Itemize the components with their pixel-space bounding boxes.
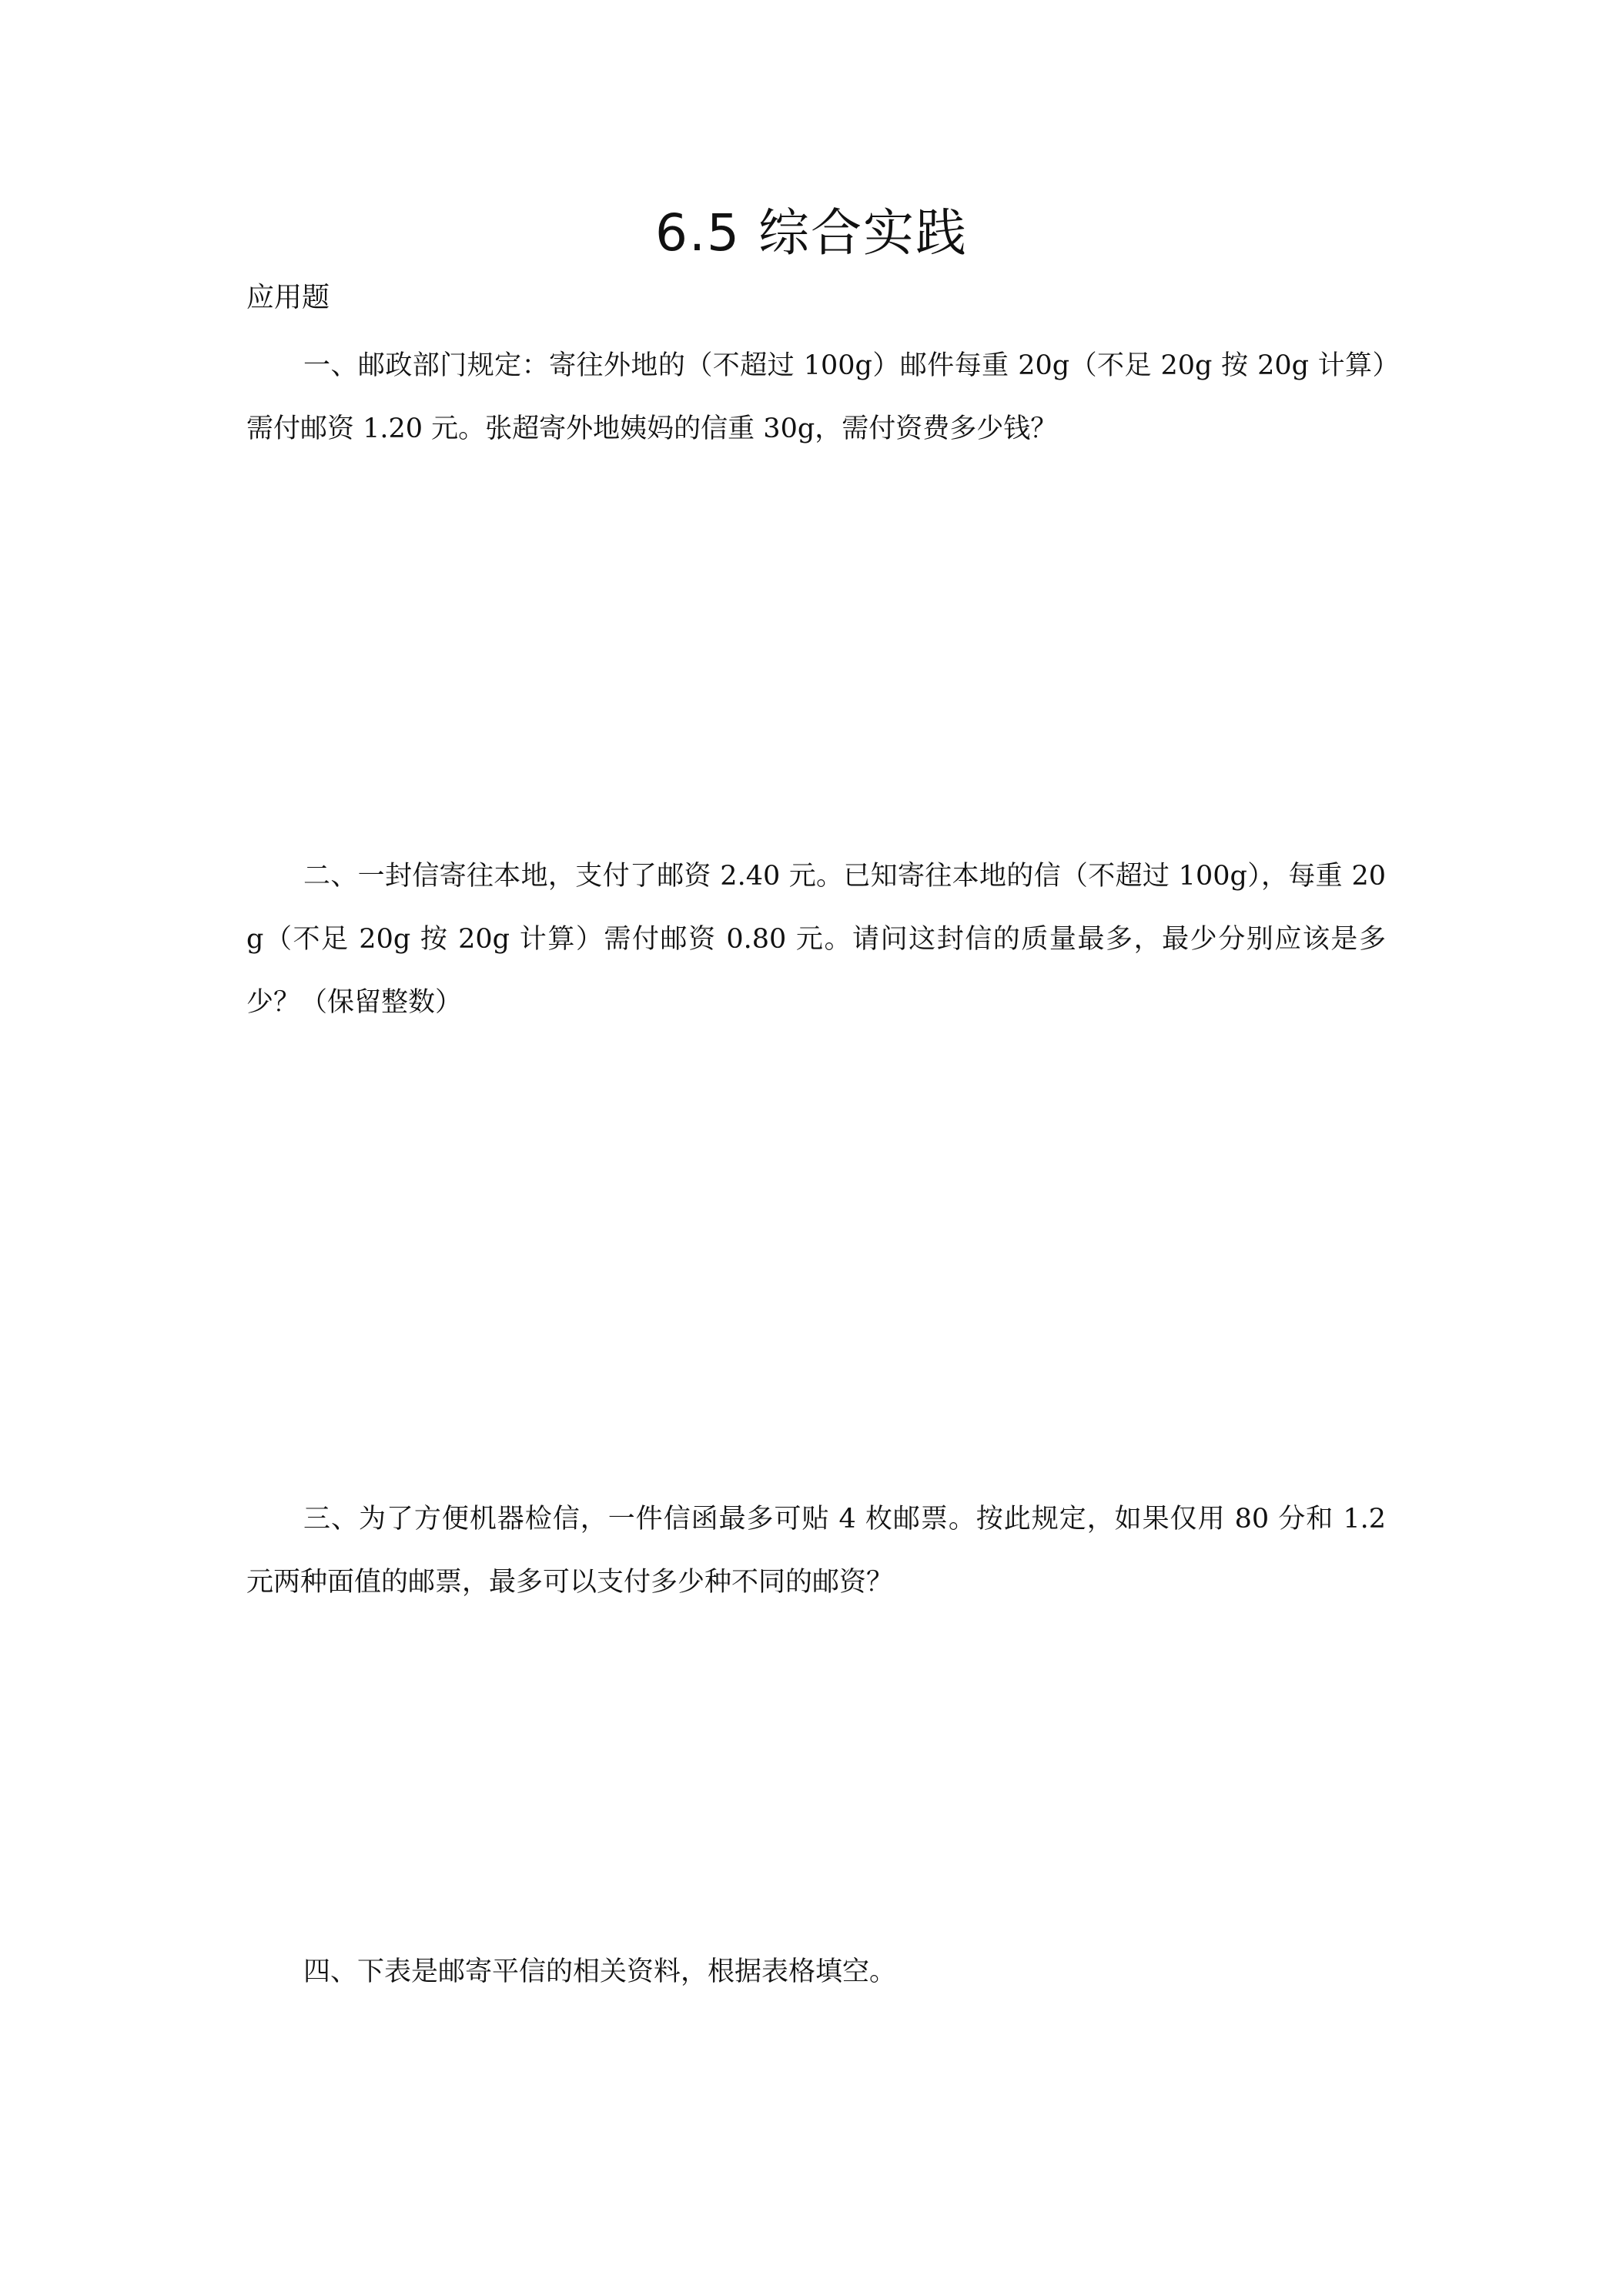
question-3: 三、为了方便机器检信，一件信函最多可贴 4 枚邮票。按此规定，如果仅用 80 分和 1.2 元两种面值的邮票，最多可以支付多少种不同的邮资？	[246, 1504, 1386, 1598]
question-1: 一、邮政部门规定：寄往外地的（不超过 100g）邮件每重 20g（不足 20g 按 20g 计算）需付邮资 1.20 元。张超寄外地姨妈的信重 30g，需付资费多少钱？	[246, 350, 1386, 444]
page-title: 6.5 综合实践	[655, 203, 968, 263]
question-2: 二、一封信寄往本地，支付了邮资 2.40 元。已知寄往本地的信（不超过 100g），每重 20g（不足 20g 按 20g 计算）需付邮资 0.80 元。请问这封信的质量最多，最少分别应该是多少？（保留整数）	[246, 861, 1386, 1018]
question-4: 四、下表是邮寄平信的相关资料，根据表格填空。	[303, 1956, 897, 1987]
section-label: 应用题	[246, 282, 330, 313]
